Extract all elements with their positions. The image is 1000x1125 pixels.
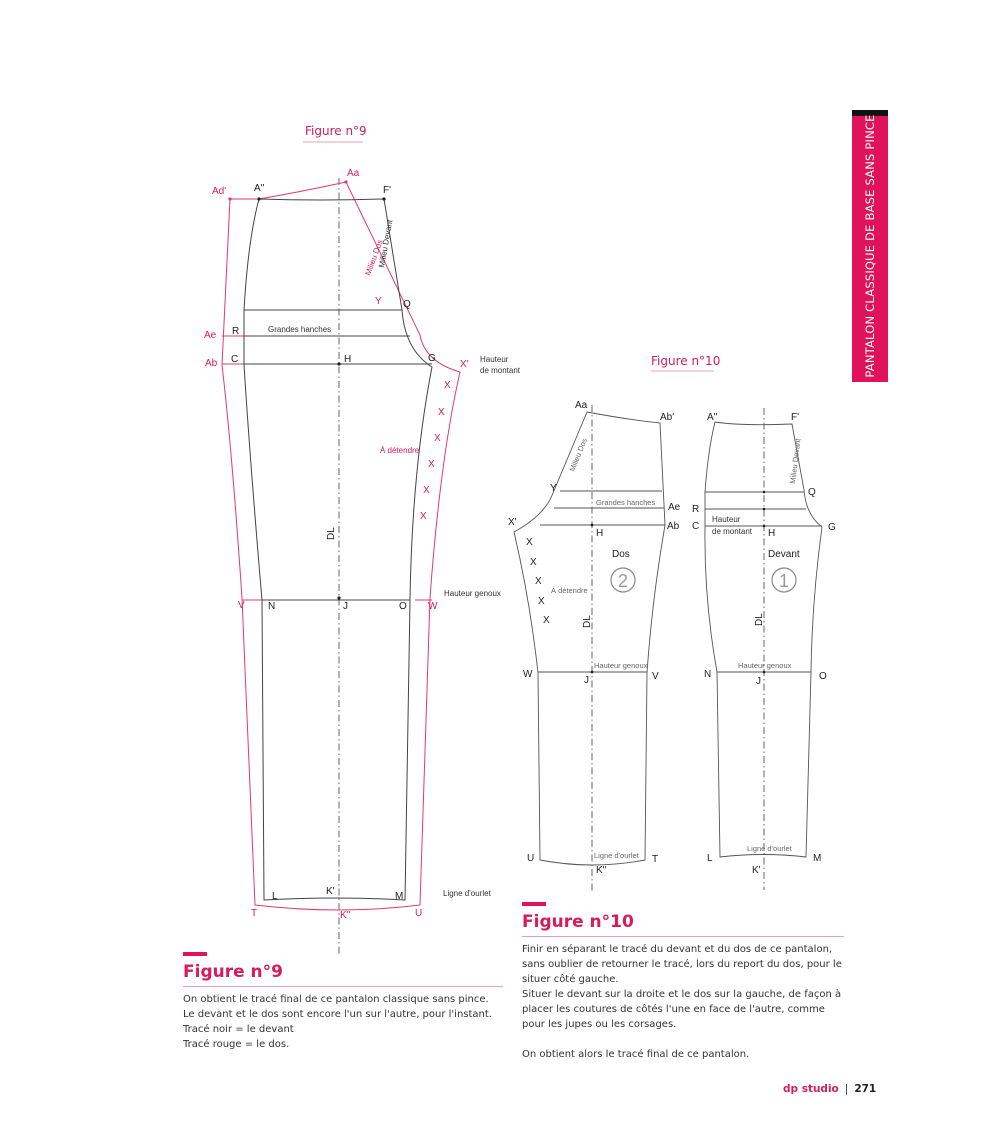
label-m: M [395,891,404,902]
label-a2: A'' [254,183,265,194]
label-t: T [251,908,258,919]
label-g: G [428,353,436,364]
label-y: Y [375,296,382,307]
label-grandes-hanches: Grandes hanches [268,325,332,334]
back-ease-mark: X [535,576,542,587]
label-h: H [344,354,352,365]
front-label-hauteur-montant-2: de montant [712,527,753,536]
back-label-k2: K'' [596,865,607,876]
label-milieu-devant: Milieu Devant [377,219,395,269]
figure-9 [204,124,521,955]
front-label-ligne-ourlet: Ligne d'ourlet [747,844,792,853]
label-milieu-dos: Milieu Dos [363,238,385,277]
front-label-milieu-devant: Milieu Devant [788,438,803,485]
label-r: R [232,326,240,337]
front-label-k1: K' [752,865,761,876]
label-ad1: Ad' [212,186,227,197]
caption-paragraph: Situer le devant sur la droite et le dos sur la gauche, de façon à placer les coutures de côtés l'une en face de l'autre, comme pour les jupes ou les corsages. [522,989,842,1030]
label-n: N [268,601,276,612]
accent-bar [522,902,546,906]
caption-paragraph: On obtient le tracé final de ce pantalon classique sans pince. Le devant et le dos sont encore l'un sur l'autre, pour l'instant. [183,994,492,1020]
front-outline [705,422,822,857]
label-c: C [231,354,239,365]
back-ease-mark: X [543,615,550,626]
ease-mark: X [428,459,435,470]
label-hauteur-montant-2: de montant [480,366,521,375]
front-label-f1: F' [791,412,800,423]
front-label-hauteur-montant-1: Hauteur [712,515,741,524]
back-label-y: Y [550,483,557,494]
figure-10-caption [522,902,844,1062]
back-label-ab1: Ab' [660,412,675,423]
label-k1: K' [326,886,335,897]
label-a-detendre: À détendre [380,446,420,455]
label-ligne-ourlet: Ligne d'ourlet [443,889,491,898]
back-label-w: W [523,669,533,680]
back-label-u: U [527,853,535,864]
front-point-h [763,525,766,528]
back-label-v: V [652,671,659,682]
label-u: U [415,908,423,919]
back-label-grandes-hanches: Grandes hanches [596,498,656,507]
figure-10 [508,354,836,892]
front-point-r-axis [763,508,766,511]
back-label-aa: Aa [575,400,588,411]
ease-mark: X [434,433,441,444]
label-q: Q [403,299,411,310]
front-label-h: H [768,528,776,539]
front-label-hauteur-genoux: Hauteur genoux [738,661,792,670]
ease-mark: X [438,407,445,418]
figure-9-point-h [337,362,340,365]
front-label-n: N [704,669,712,680]
front-piece [692,408,836,890]
figure-9-point-a2 [257,197,260,200]
back-label-t: T [652,854,659,865]
figure-10-heading: Figure n°10 [651,354,721,368]
front-piece-number: 1 [778,571,790,591]
front-label-a2: A'' [707,412,718,423]
caption-paragraph: Tracé rouge = le dos. [183,1039,290,1050]
figure-9-point-f1 [382,197,385,200]
back-piece-number: 2 [617,571,629,591]
back-piece-name: Dos [612,549,630,560]
caption-body [522,942,844,1062]
back-ease-mark: X [526,537,533,548]
front-label-l: L [707,853,713,864]
ease-mark: X [423,485,430,496]
page-number: 271 [854,1083,877,1095]
label-ab: Ab [205,358,218,369]
label-f1: F' [383,185,392,196]
publisher-brand: dp studio [783,1083,839,1095]
label-x1: X' [460,359,469,370]
label-dl: DL [326,527,337,540]
back-point-h [591,524,594,527]
front-label-j: J [756,676,761,687]
caption-title: Figure n°9 [183,962,503,987]
back-label-j: J [584,675,589,686]
accent-bar [183,952,207,956]
figure-9-heading: Figure n°9 [305,124,367,138]
back-label-ae: Ae [668,502,681,513]
back-ease-mark: X [530,557,537,568]
caption-paragraph: Finir en séparant le tracé du devant et du dos de ce pantalon, sans oublier de retourner le tracé, lors du report du dos, pour le situer côté gauche. [522,944,842,985]
footer-separator: | [844,1083,849,1095]
ease-mark: X [420,511,427,522]
front-point-q-axis [763,491,766,494]
label-j: J [343,601,348,612]
front-label-o: O [819,671,827,682]
label-l: L [272,891,278,902]
front-label-c: C [692,521,700,532]
back-outline [514,412,665,865]
caption-paragraph: Tracé noir = le devant [183,1024,294,1035]
chapter-side-tab [852,110,888,382]
front-piece-name: Devant [768,549,800,560]
back-label-hauteur-genoux: Hauteur genoux [594,661,648,670]
back-label-a-detendre: À détendre [551,586,588,595]
front-label-g: G [828,522,836,533]
label-aa: Aa [347,168,360,179]
back-label-h: H [596,528,604,539]
back-label-dl: DL [582,615,593,628]
caption-paragraph: On obtient alors le tracé final de ce pantalon. [522,1049,750,1060]
label-k2: K'' [340,910,351,921]
caption-title: Figure n°10 [522,912,844,937]
page-footer [783,1083,876,1095]
back-label-ab: Ab [667,521,680,532]
back-label-x1: X' [508,517,517,528]
label-hauteur-montant-1: Hauteur [480,355,509,364]
label-ae: Ae [204,330,217,341]
label-w: W [428,601,438,612]
front-point-j [763,671,766,674]
front-label-r: R [692,504,700,515]
back-label-ligne-ourlet: Ligne d'ourlet [594,851,639,860]
back-point-j [591,671,594,674]
figure-9-point-j [337,596,340,599]
ease-mark: X [444,380,451,391]
front-label-q: Q [808,487,816,498]
caption-body [183,992,503,1052]
front-label-dl: DL [754,613,765,626]
label-o: O [399,601,407,612]
figure-9-caption [183,952,503,1052]
back-piece [508,400,681,892]
label-hauteur-genoux: Hauteur genoux [444,589,501,598]
figure-9-point-ad1 [228,197,231,200]
front-label-m: M [813,853,822,864]
chapter-title: PANTALON CLASSIQUE DE BASE SANS PINCE [863,114,877,378]
back-label-milieu-dos: Milieu Dos [567,436,589,473]
back-ease-mark: X [538,596,545,607]
figure-9-point-aa [344,180,347,183]
label-v: V [238,600,245,611]
